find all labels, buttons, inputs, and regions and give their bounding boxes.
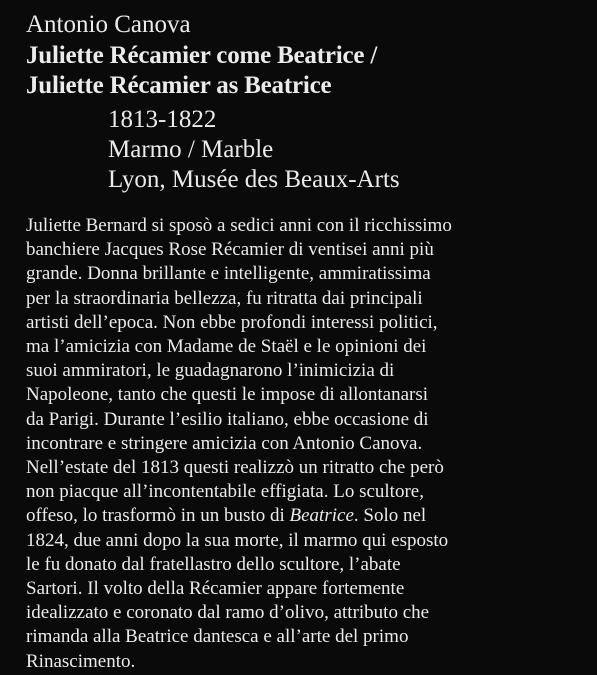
description-line: non piacque all’incontentabile effigiata. Lo scultore, [26, 481, 424, 503]
italic-title-beatrice: Beatrice [289, 505, 354, 527]
description-line: grande. Donna brillante e intelligente, ammiratissima [26, 263, 431, 285]
description-line-segment: offeso, lo trasformò in un busto di [26, 505, 290, 527]
title-line-english: Juliette Récamier as Beatrice [26, 72, 332, 99]
description-line: le fu donato dal fratellastro dello scultore, l’abate [26, 553, 401, 575]
description-line: da Parigi. Durante l’esilio italiano, ebbe occasione di [26, 408, 429, 430]
description-line: 1824, due anni dopo la sua morte, il marmo qui esposto [26, 529, 449, 551]
description-line: Sartori. Il volto della Récamier appare fortemente [26, 578, 405, 600]
description-line: banchiere Jacques Rose Récamier di ventisei anni più [26, 239, 434, 261]
description-line: Rinascimento. [26, 650, 136, 672]
description-line: artisti dell’epoca. Non ebbe profondi interessi politici, [26, 311, 438, 333]
description-line: ma l’amicizia con Madame de Staël e le opinioni dei [26, 336, 427, 358]
artist-name: Antonio Canova [26, 11, 191, 38]
description-line: Juliette Bernard si sposò a sedici anni con il ricchissimo [26, 215, 452, 236]
description-line: incontrare e stringere amicizia con Antonio Canova. [26, 432, 423, 454]
description-text [26, 214, 586, 674]
description-line [26, 504, 586, 528]
artwork-medium: Marmo / Marble [108, 136, 274, 163]
description-line: Napoleone, tanto che questi le impose di allontanarsi [26, 384, 429, 406]
title-line-italian: Juliette Récamier come Beatrice / [26, 42, 378, 69]
description-line: per la straordinaria bellezza, fu ritratta dai principali [26, 287, 423, 309]
artwork-date: 1813-1822 [108, 106, 217, 133]
description-line: rimanda alla Beatrice dantesca e all’arte del primo [26, 626, 409, 648]
description-line-segment: . Solo nel [353, 505, 427, 527]
artwork-title [26, 41, 377, 101]
artwork-collection: Lyon, Musée des Beaux-Arts [108, 166, 400, 193]
artwork-details [108, 105, 400, 195]
description-line: Nell’estate del 1813 questi realizzò un ritratto che però [26, 457, 444, 479]
description-line: suoi ammiratori, le guadagnarono l’inimicizia di [26, 360, 395, 382]
description-line: idealizzato e coronato dal ramo d’olivo, attributo che [26, 602, 430, 624]
